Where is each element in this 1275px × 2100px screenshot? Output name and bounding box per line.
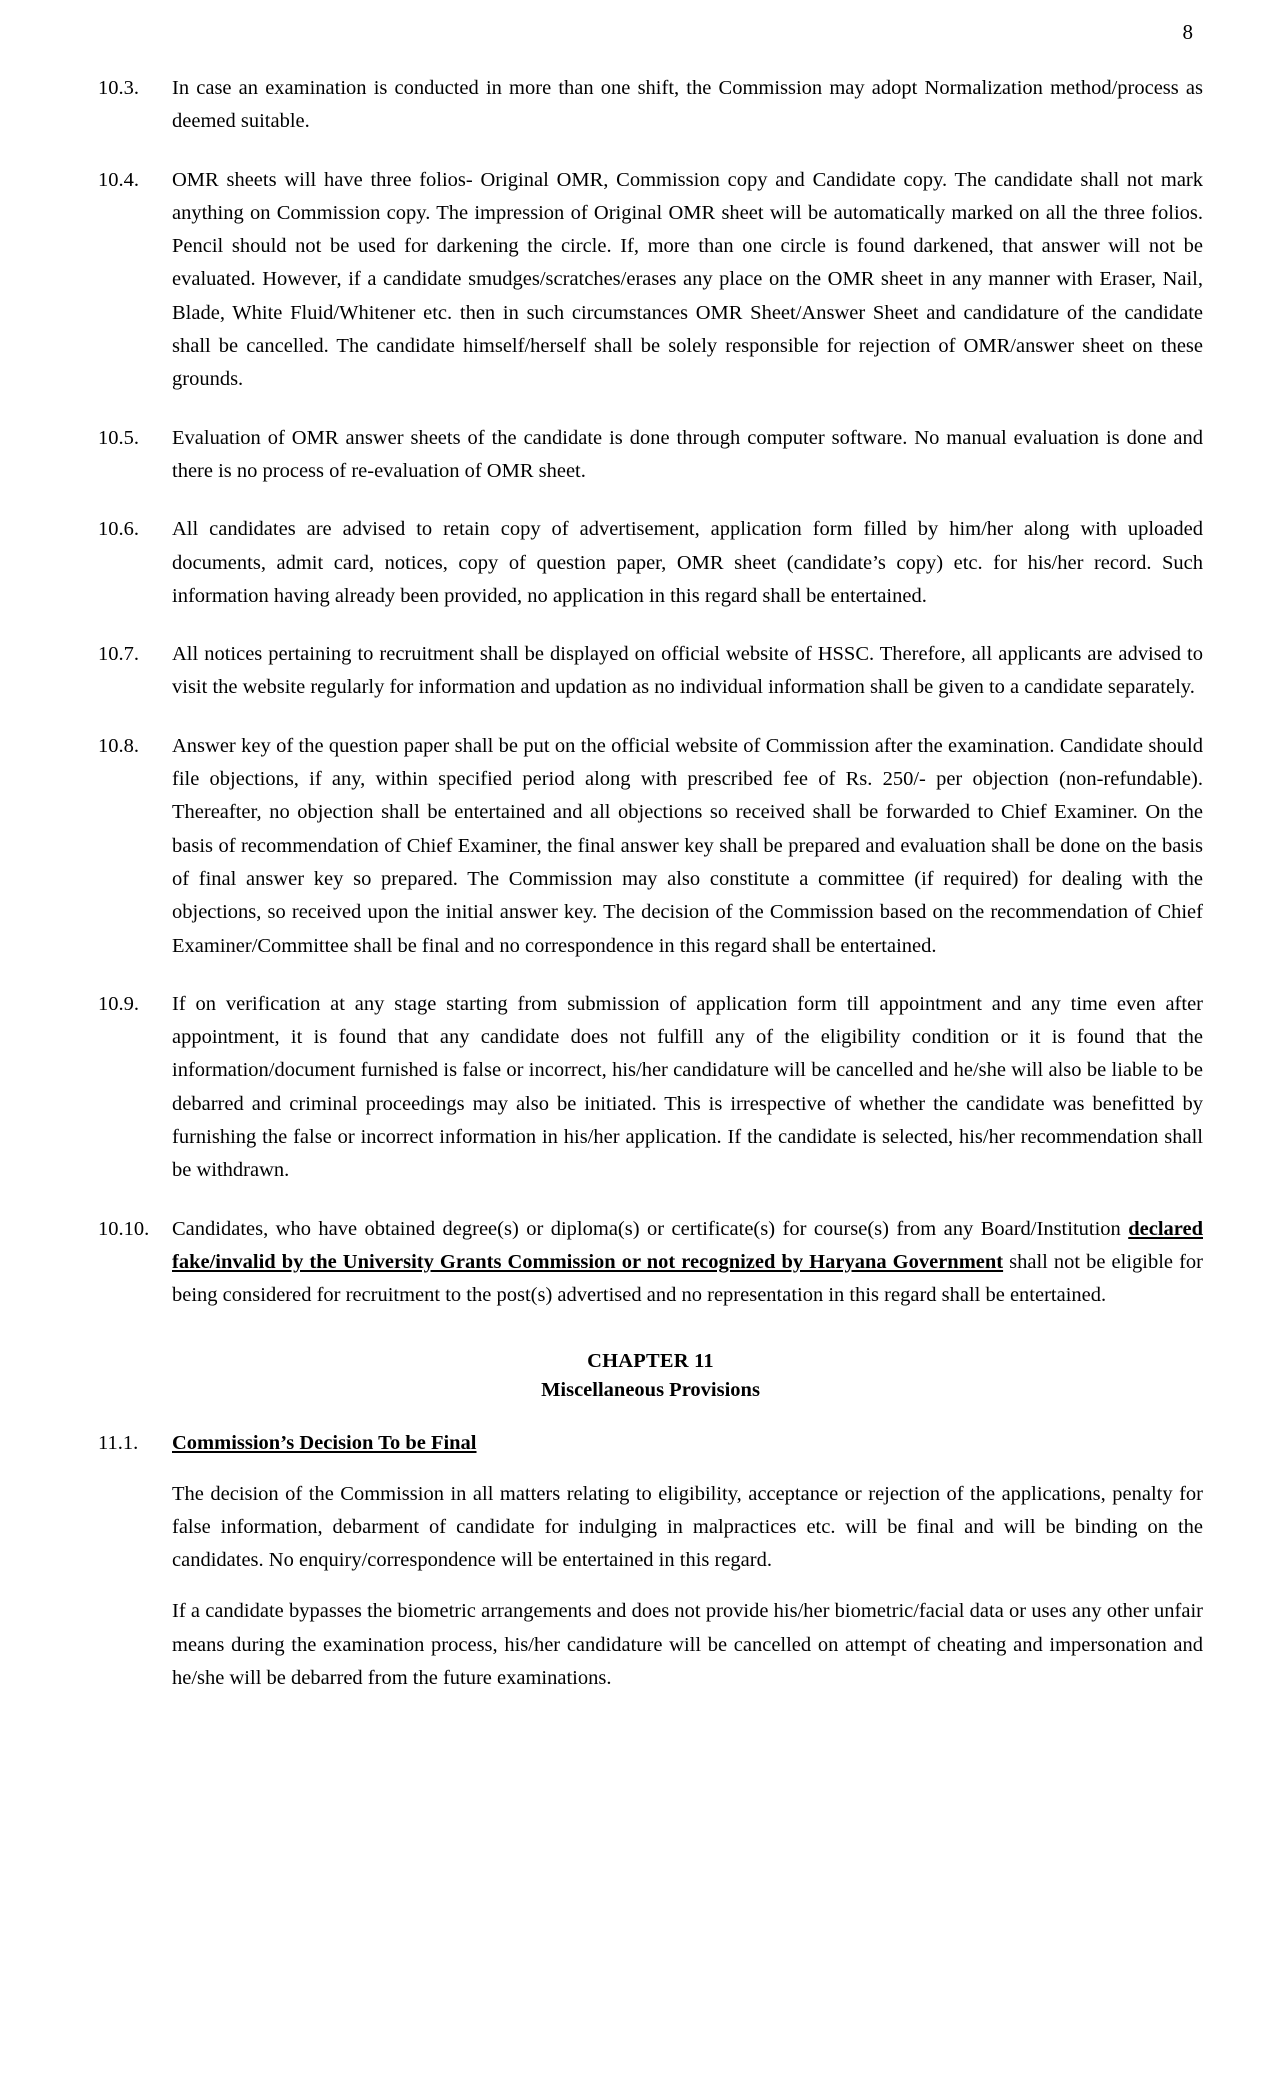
- section-number: 11.1.: [98, 1431, 139, 1454]
- chapter-subtitle: Miscellaneous Provisions: [541, 1378, 760, 1401]
- chapter-heading-block: [98, 1347, 1203, 1405]
- clause-number: 10.3.: [98, 77, 139, 99]
- clause-text: Evaluation of OMR answer sheets of the candidate is done through computer software. No manual evaluation is done and there is no process of re-evaluation of OMR sheet.: [172, 426, 1203, 482]
- section-11-1-paragraph-1: The decision of the Commission in all matters relating to eligibility, acceptance or rejection of the applications, penalty for false information, debarment of candidate for indulging in malpractices etc. will be final and will be binding on the candidates. No enquiry/correspondence will be entertained in this regard.: [172, 1482, 1203, 1572]
- clause-number: 10.4.: [98, 168, 139, 191]
- clause-10-3: [98, 72, 1203, 139]
- clause-number: 10.10.: [98, 1217, 150, 1240]
- section-title: Commission’s Decision To be Final: [172, 1431, 477, 1454]
- clause-text: OMR sheets will have three folios- Original OMR, Commission copy and Candidate copy. The candidate shall not mark anything on Commission copy. The impression of Original OMR sheet will be automatically marked on all the three folios. Pencil should not be used for darkening the circle. If, more than one circle is found darkened, that answer will not be evaluated. However, if a candidate smudges/scratches/erases any place on the OMR sheet in any manner with Eraser, Nail, Blade, White Fluid/Whitener etc. then in such circumstances OMR Sheet/Answer Sheet and candidature of the candidate shall be cancelled. The candidate himself/herself shall be solely responsible for rejection of OMR/answer sheet on these grounds.: [172, 168, 1203, 391]
- clause-10-6: [98, 513, 1203, 613]
- clause-number: 10.7.: [98, 643, 139, 666]
- clause-10-5: [98, 422, 1203, 489]
- clause-text: All notices pertaining to recruitment shall be displayed on official website of HSSC. Therefore, all applicants are advised to visit the website regularly for information and updation as no individual information shall be given to a candidate separately.: [172, 643, 1203, 699]
- clause-text-after: shall not be eligible for being considered for recruitment to the post(s) advertised and no representation in this regard shall be entertained.: [172, 1250, 1203, 1307]
- clause-number: 10.8.: [98, 734, 139, 757]
- clause-10-4: [98, 164, 1203, 397]
- clause-text: Answer key of the question paper shall be put on the official website of Commission after the examination. Candidate should file objections, if any, within specified period along with prescribed fee of Rs. 250/- per objection (non-refundable). Thereafter, no objection shall be entertained and all objections so received shall be forwarded to Chief Examiner. On the basis of recommendation of Chief Examiner, the final answer key shall be prepared and evaluation shall be done on the basis of final answer key so prepared. The Commission may also constitute a committee (if required) for dealing with the objections, so received upon the initial answer key. The decision of the Commission based on the recommendation of Chief Examiner/Committee shall be final and no correspondence in this regard shall be entertained.: [172, 734, 1203, 957]
- clause-10-9: [98, 988, 1203, 1188]
- clause-text: All candidates are advised to retain copy of advertisement, application form filled by him/her along with uploaded documents, admit card, notices, copy of question paper, OMR sheet (candidate’s copy) etc. for his/her record. Such information having already been provided, no application in this regard shall be entertained.: [172, 518, 1203, 607]
- clause-text: If on verification at any stage starting from submission of application form till appointment and any time even after appointment, it is found that any candidate does not fulfill any of the eligibility condition or it is found that the information/document furnished is false or incorrect, his/her candidature will be cancelled and he/she will also be liable to be debarred and criminal proceedings may also be initiated. This is irrespective of whether the candidate was benefitted by furnishing the false or incorrect information in his/her application. If the candidate is selected, his/her recommendation shall be withdrawn.: [172, 992, 1203, 1182]
- clause-text: In case an examination is conducted in more than one shift, the Commission may adopt Normalization method/process as deemed suitable.: [172, 77, 1203, 133]
- clause-10-8: [98, 730, 1203, 963]
- clause-text: [172, 1213, 1203, 1313]
- section-11-1-heading: [98, 1427, 1203, 1460]
- clause-number: 10.6.: [98, 518, 139, 541]
- chapter-title: CHAPTER 11: [587, 1349, 714, 1372]
- clause-10-7: [98, 638, 1203, 705]
- clause-text-before: Candidates, who have obtained degree(s) or diploma(s) or certificate(s) for course(s) from any Board/Institution: [172, 1217, 1129, 1240]
- clause-number: 10.5.: [98, 426, 139, 449]
- page-number: 8: [1182, 20, 1193, 44]
- clause-number: 10.9.: [98, 992, 139, 1015]
- clause-10-10: [98, 1213, 1203, 1313]
- page-content: [98, 72, 1203, 1695]
- section-11-1-paragraph-2: If a candidate bypasses the biometric arrangements and does not provide his/her biometric/facial data or uses any other unfair means during the examination process, his/her candidature will be cancelled on attempt of cheating and impersonation and he/she will be debarred from the future examinations.: [172, 1600, 1203, 1689]
- clause-text-emphasis: declared fake/invalid by the University Grants Commission or not recognized by Haryana Government: [172, 1217, 1203, 1273]
